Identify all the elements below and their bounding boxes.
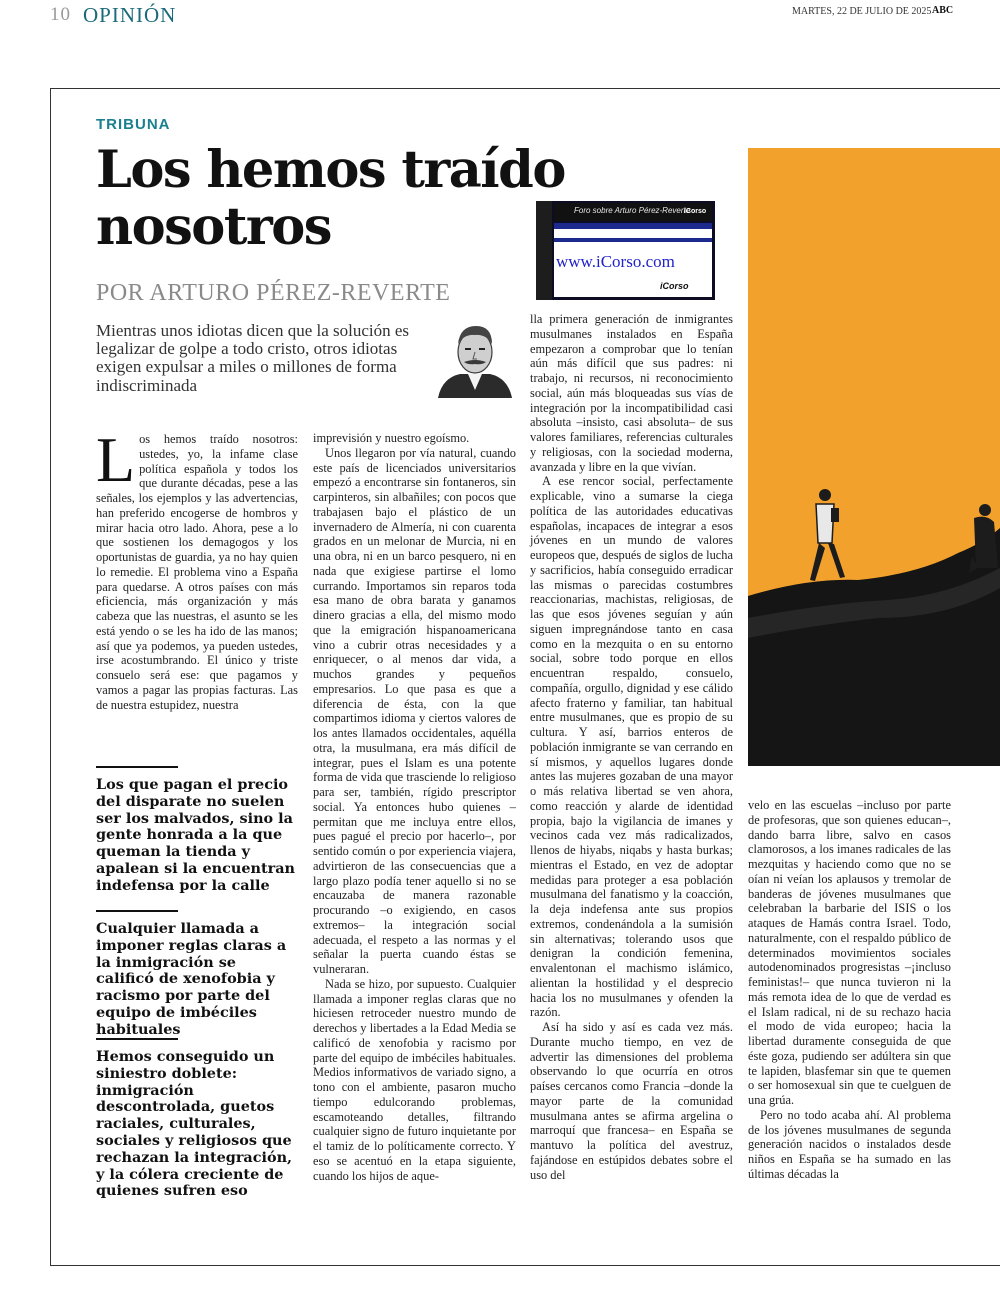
body-paragraph: os hemos traído nosotros: ustedes, yo, la infame clase política española y todos los que durante décadas, pese a las señales, los ejemplos y las advertencias, han preferido encogerse de hombros y mirar hacia otro lado. Ahora, pese a lo que sostienen los demagogos y los oportunistas de guardia, ya no hay quien lo remedie. El problema vino a España para quedarse. A otros países con más eficiencia, más organización y más cabeza que las nuestras, el asunto se les está yendo o se les ha ido de las manos; así que ya podemos, ya pueden ustedes, irse acostumbrando. El único y triste consuelo será ese: que pagamos y vamos a pagar las propias facturas. Las de nuestra estupidez, nuestra [96,432,298,712]
byline-prefix: POR ARTURO [96,280,250,306]
author-name[interactable]: PÉREZ-REVERTE [256,280,451,306]
article-kicker: TRIBUNA [96,116,171,133]
article-headline: Los hemos traído nosotros [96,140,565,257]
advert-logo: iCorso [660,281,689,291]
pull-quote-2: Cualquier llamada a imponer reglas claras a la inmigración se calificó de xenofobia y racismo por parte del equipo de imbéciles habituales [96,920,287,1038]
advert-bar [554,223,712,229]
advert-brand: iCorso [684,208,707,215]
body-paragraph: imprevisión y nuestro egoísmo. [313,431,470,445]
pull-quote-rule [96,766,178,768]
advert-thumbnail[interactable] [536,201,715,300]
section-title[interactable]: OPINIÓN [83,3,177,27]
author-portrait-icon [434,318,516,398]
illustration-walkers-icon [748,148,1000,766]
body-column-2 [313,431,516,1183]
pull-quote-rule [96,1038,178,1040]
advert-url-link[interactable]: www.iCorso.com [556,252,675,271]
drop-cap: L [96,424,136,495]
body-column-3 [530,312,733,1182]
body-paragraph: Unos llegaron por vía natural, cuando este país de licenciados universitarios empezó a encontrarse sin fontaneros, sin carpinteros, sin albañiles; con pocos que trabajasen bajo el plástico de un invernadero de Almería, ni con cuarenta grados en un melonar de Murcia, ni en una obra, ni en un barco pesquero, ni en nada que exigiese partirse el lomo currando. Importamos sin reparos toda esa mano de obra barata y ganamos dinero gracias a ella, del mismo modo que la emigración hispanoamericana vino a cubrir otras necesidades y a enriquecer, o al menos dar vida, a muchos grandes y pequeños empresarios. Lo que pasa es que a diferencia de ésta, con la que compartimos idioma y ciertos valores de los antes llamados occidentales, aquélla otra, la musulmana, era más difícil de integrar, pues el Islam es una potente forma de vida que trasciende lo religioso para ser, también, rígido prescriptor social. Ya entonces hubo quienes –permitan que me incluya entre ellos, pues pagué el precio por hacerlo–, por sentido común o por experiencia viajera, advirtieron de las consecuencias que a largo plazo podía tener aquello si no se encauzaba de manera razonable procurando –o exigiendo, en casos extremos– la integración social adecuada, el respeto a las normas y el señalar la puerta cuando éstas se vulneraran. [313,445,516,976]
page-number: 10 [50,4,71,25]
article-subheadline: Mientras unos idiotas dicen que la solución es legalizar de golpe a todo cristo, otros idiotas exigen expulsar a miles o millones de forma indiscriminada [96,321,410,395]
issue-date: MARTES, 22 DE JULIO DE 2025 [792,6,932,17]
pull-quote-rule [96,910,178,912]
body-paragraph: Nada se hizo, por supuesto. Cualquier llamada a imponer reglas claras que no hiciesen retroceder nuestro mundo de derechos y libertades a la Edad Media se calificó de xenofobia y racismo por parte del equipo de imbéciles habituales. Medios informativos de variado signo, a tono con el ambiente, pasaron mucho tiempo edulcorando problemas, escamoteando detalles, filtrando cualquier signo de futuro inquietante por el tamiz de lo políticamente correcto. Y eso se acentuó en la etapa siguiente, cuando los hijos de aque- [313,976,516,1183]
publication-name: ABC [932,5,954,16]
body-paragraph: A ese rencor social, perfectamente explicable, vino a sumarse la ciega política de las autoridades educativas españolas, incapaces de integrar a esos jóvenes en un mundo de valores europeos que, después de siglos de lucha y sacrificios, había conseguido erradicar las mismas o parecidas costumbres reaccionarias, machistas, religiosas, de las que esos jóvenes seguían y aún siguen impregnándose tanto en casa como en la mezquita o en su entorno social, sobre todo porque en ellos encuentran respaldo, consuelo, compañía, orgullo, dignidad y ese cálido afecto fraterno y familiar, tan habitual entre musulmanes, que es propio de su cultura. Y así, barrios enteros de población inmigrante se van cerrando en sí mismos, y aquellos lugares donde antes las mujeres gozaban de una mayor o más relativa libertad se ven ahora, como reacción y alarde de identidad propia, bajo la vigilancia de imanes y vecinos cada vez más radicalizados, llenos de hiyabs, niqabs y hasta burkas; mientras el Estado, en vez de adoptar medidas para proteger a esa población musulmana del fanatismo y la coacción, la deja indefensa ante sus propios extremos, condenándola a la sumisión sin alternativas; tolerando usos que denigran la condición femenina, envalentonan el machismo islámico, alientan la hostilidad y el desprecio hacia los no musulmanes y ofenden la razón. [530,474,733,1020]
advert-sidebar [536,201,552,300]
pull-quote-3: Hemos conseguido un siniestro doblete: inmigración descontrolada, guetos raciales, culturales, sociales y religiosos que rechazan la integración, y la cólera creciente de quienes sufren eso [96,1048,293,1200]
advert-top-text: Foro sobre Arturo Pérez-Reverte [574,206,691,215]
body-column-4 [748,798,951,1182]
body-paragraph: lla primera generación de inmigrantes musulmanes instalados en España empezaron a comprobar que lo tenían aún más difícil que sus padres: ni trabajo, ni recursos, ni reconocimiento social, aún más bloqueadas sus vías de integración por la incompatibilidad casi absoluta –insisto, casi absoluta– de sus valores familiares, referencias culturales y religiosas, con la sociedad moderna, avanzada y libre en la que vivían. [530,312,733,474]
body-column-1 [96,424,298,712]
body-paragraph: Así ha sido y así es cada vez más. Durante mucho tiempo, en vez de advertir las dimensiones del problema observando lo que ocurría en otros países cercanos como Francia –donde la mayor parte de la comunidad musulmana antes se afirma argelina o marroquí que francesa– en España se mantuvo la política del avestruz, fajándose en estúpidos debates sobre el uso del [530,1020,733,1182]
body-paragraph: velo en las escuelas –incluso por parte de profesoras, que son quienes educan–, dando barra libre, salvo en casos clamorosos, a los imanes radicales de las mezquitas y haciendo como que no se oían ni veían los aplausos y tremolar de banderas de jóvenes musulmanes que celebraban la barbarie del ISIS o los ataques de Hamás contra Israel. Todo, naturalmente, con el respaldo público de determinados movimientos sociales autodenominados progresistas –¡incluso feministas!– que nunca tuvieron ni la más remota idea de lo que de verdad es el Islam radical, ni de su rechazo hacia el modo de vida europeo; hacia la libertad duramente conseguida de que éste goza, pudiendo ser adúltera sin que te lapiden, blasfemar sin que te quemen o ser homosexual sin que te cuelguen de una grúa. [748,798,951,1107]
body-paragraph: Pero no todo acaba ahí. Al problema de los jóvenes musulmanes de segunda generación nacidos o instalados desde niños en España se ha sumado en las últimas décadas la [748,1107,951,1181]
advert-bar-2 [554,238,712,242]
byline [96,280,450,307]
pull-quote-1: Los que pagan el precio del disparate no suelen ser los malvados, sino la gente honrada a la que queman la tienda y apalean si la encuentran indefensa por la calle [96,776,295,894]
